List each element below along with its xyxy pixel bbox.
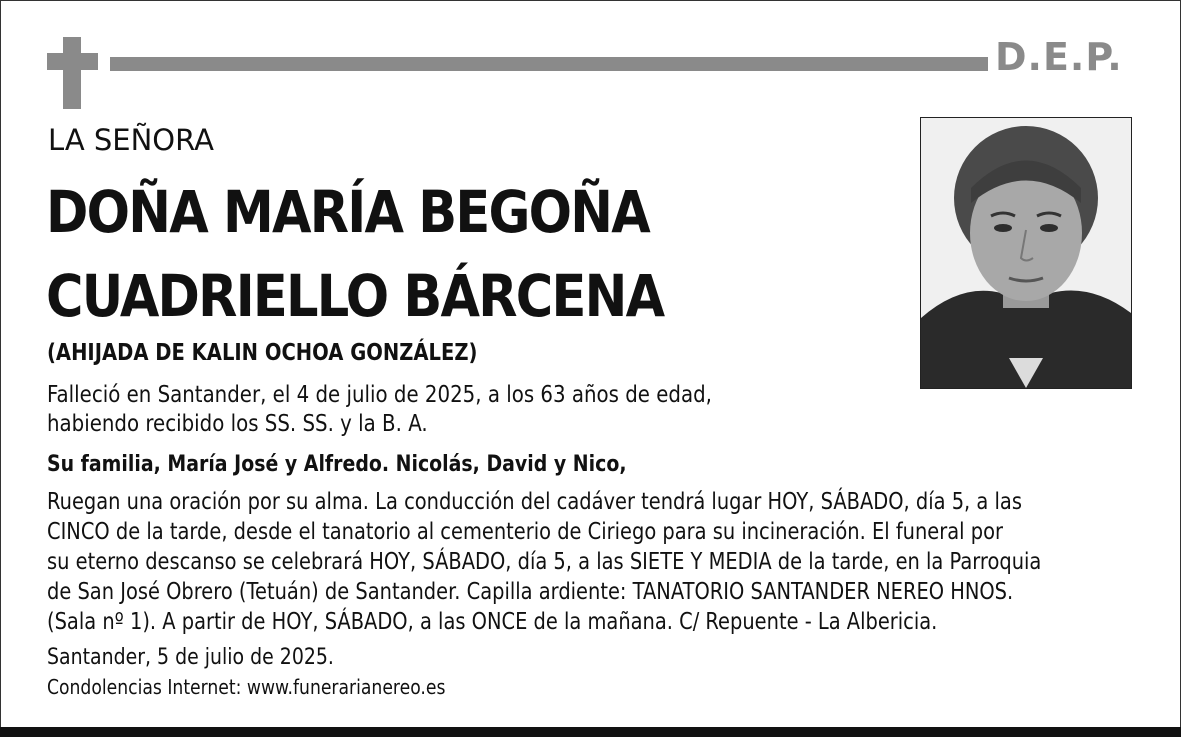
dep-label: D.E.P. — [995, 35, 1123, 79]
title-prefix: LA SEÑORA — [48, 123, 214, 157]
name-line-1: DOÑA MARÍA BEGOÑA — [46, 178, 649, 246]
condolences-line: Condolencias Internet: www.funerarianereo.es — [47, 675, 446, 699]
header-rule — [110, 57, 988, 71]
cross-icon-arm — [47, 53, 98, 70]
date-line: Santander, 5 de julio de 2025. — [47, 645, 334, 670]
body-line: su eterno descanso se celebrará HOY, SÁBADO, día 5, a las SIETE Y MEDIA de la tarde, en la Parroquia — [47, 549, 1042, 575]
body-line: de San José Obrero (Tetuán) de Santander. Capilla ardiente: TANATORIO SANTANDER NEREO HNOS. — [47, 579, 1014, 605]
godmother-note: (AHIJADA DE KALIN OCHOA GONZÁLEZ) — [47, 340, 478, 366]
bottom-border — [0, 727, 1181, 737]
portrait-photo — [920, 117, 1132, 389]
family-line: Su familia, María José y Alfredo. Nicolás, David y Nico, — [47, 452, 627, 477]
death-line-2: habiendo recibido los SS. SS. y la B. A. — [47, 411, 428, 437]
body-line: (Sala nº 1). A partir de HOY, SÁBADO, a las ONCE de la mañana. C/ Repuente - La Albericia. — [47, 609, 938, 635]
cross-icon — [63, 37, 81, 109]
death-line-1: Falleció en Santander, el 4 de julio de 2025, a los 63 años de edad, — [47, 382, 712, 408]
name-line-2: CUADRIELLO BÁRCENA — [46, 262, 664, 330]
funeral-details — [47, 487, 1041, 637]
portrait-image — [921, 118, 1131, 388]
body-line: Ruegan una oración por su alma. La conducción del cadáver tendrá lugar HOY, SÁBADO, día 5, a las — [47, 489, 1022, 515]
deceased-name — [46, 170, 663, 338]
body-line: CINCO de la tarde, desde el tanatorio al cementerio de Ciriego para su incineración. El funeral por — [47, 519, 1003, 545]
death-notice — [47, 381, 712, 439]
